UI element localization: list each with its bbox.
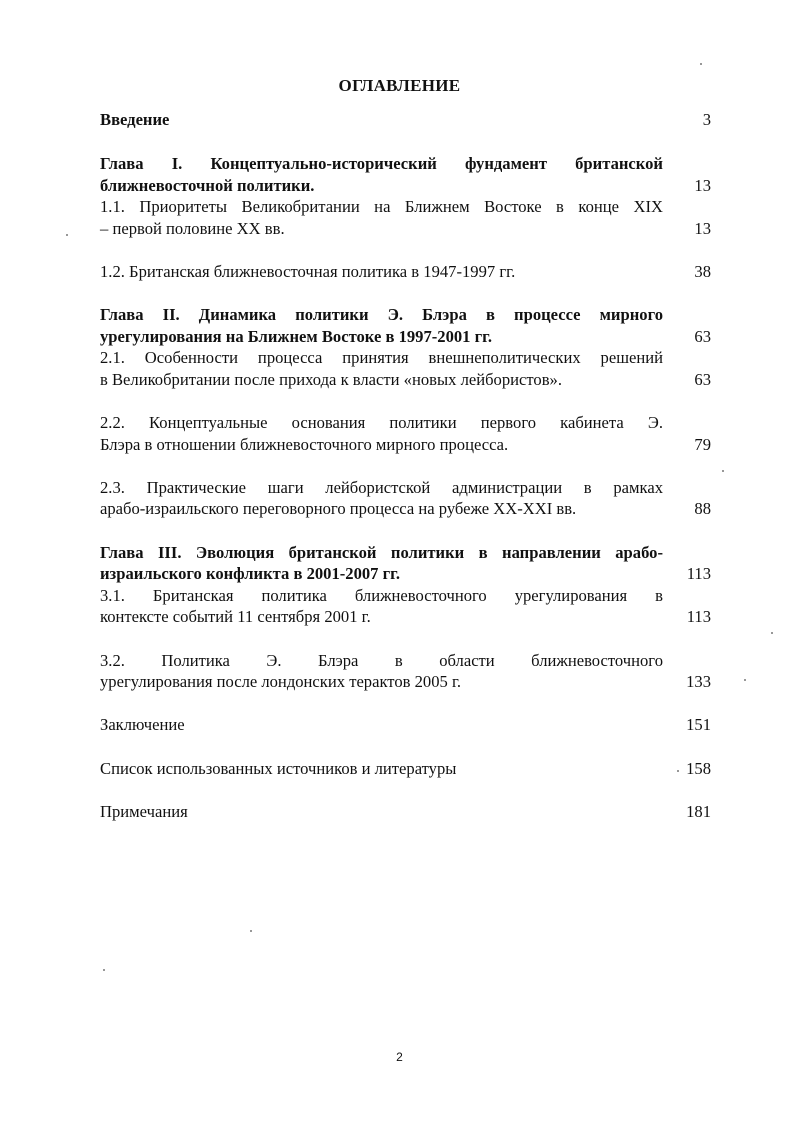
toc-section-2-3-line-2: арабо-израильского переговорного процесса на рубеже XX-XXI вв. <box>100 499 577 518</box>
toc-page-section-1-2: 38 <box>694 262 711 281</box>
toc-page-chapter-2: 63 <box>694 327 711 346</box>
scan-speck <box>700 63 702 65</box>
scan-speck <box>771 632 773 634</box>
toc-page-chapter-3: 113 <box>686 564 711 583</box>
toc-page-introduction: 3 <box>702 110 711 129</box>
toc-chapter-2-line-2: урегулирования на Ближнем Востоке в 1997-2001 гг. <box>100 327 492 346</box>
toc-entry-notes: Примечания <box>100 802 188 821</box>
toc-chapter-1-line-1: Глава I. Концептуально-исторический фундамент британской <box>100 154 663 173</box>
scan-speck <box>722 470 724 472</box>
toc-section-1-1-line-1: 1.1. Приоритеты Великобритании на Ближнем Востоке в конце XIX <box>100 197 663 216</box>
toc-page-section-2-3: 88 <box>694 499 711 518</box>
toc-section-1-1-line-2: – первой половине XX вв. <box>100 219 285 238</box>
toc-section-3-2-line-2: урегулирования после лондонских терактов 2005 г. <box>100 672 462 691</box>
scan-speck <box>66 234 68 236</box>
toc-page-section-3-2: 133 <box>686 672 711 691</box>
toc-chapter-3-line-2: израильского конфликта в 2001-2007 гг. <box>100 564 400 583</box>
toc-page-sources: 158 <box>686 759 711 778</box>
toc-entry-sources: Список использованных источников и литературы <box>100 759 457 778</box>
toc-entry-conclusion: Заключение <box>100 715 185 734</box>
toc-page-chapter-1: 13 <box>694 176 711 195</box>
toc-chapter-1-line-2: ближневосточной политики. <box>100 176 315 195</box>
toc-page-notes: 181 <box>686 802 711 821</box>
toc-section-2-1-line-1: 2.1. Особенности процесса принятия внешнеполитических решений <box>100 348 663 367</box>
toc-title: ОГЛАВЛЕНИЕ <box>338 76 461 95</box>
toc-section-2-1-line-2: в Великобритании после прихода к власти «новых лейбористов». <box>100 370 563 389</box>
toc-section-2-2-line-1: 2.2. Концептуальные основания политики первого кабинета Э. <box>100 413 663 432</box>
page-number: 2 <box>396 1050 403 1064</box>
toc-page-conclusion: 151 <box>686 715 711 734</box>
toc-entry-introduction: Введение <box>100 110 170 129</box>
toc-page-section-2-1: 63 <box>694 370 711 389</box>
scan-speck <box>677 770 679 772</box>
scan-speck <box>250 930 252 932</box>
toc-chapter-2-line-1: Глава II. Динамика политики Э. Блэра в процессе мирного <box>100 305 663 324</box>
toc-section-2-3-line-1: 2.3. Практические шаги лейбористской администрации в рамках <box>100 478 663 497</box>
toc-section-3-1-line-1: 3.1. Британская политика ближневосточного урегулирования в <box>100 586 663 605</box>
toc-page-section-2-2: 79 <box>694 435 711 454</box>
scan-speck <box>744 679 746 681</box>
toc-section-3-1-line-2: контексте событий 11 сентября 2001 г. <box>100 607 371 626</box>
toc-section-3-2-line-1: 3.2. Политика Э. Блэра в области ближневосточного <box>100 651 663 670</box>
toc-page-section-1-1: 13 <box>694 219 711 238</box>
toc-section-2-2-line-2: Блэра в отношении ближневосточного мирного процесса. <box>100 435 509 454</box>
scan-speck <box>103 969 105 971</box>
toc-chapter-3-line-1: Глава III. Эволюция британской политики в направлении арабо- <box>100 543 663 562</box>
toc-page-section-3-1: 113 <box>686 607 711 626</box>
toc-section-1-2: 1.2. Британская ближневосточная политика в 1947-1997 гг. <box>100 262 516 281</box>
